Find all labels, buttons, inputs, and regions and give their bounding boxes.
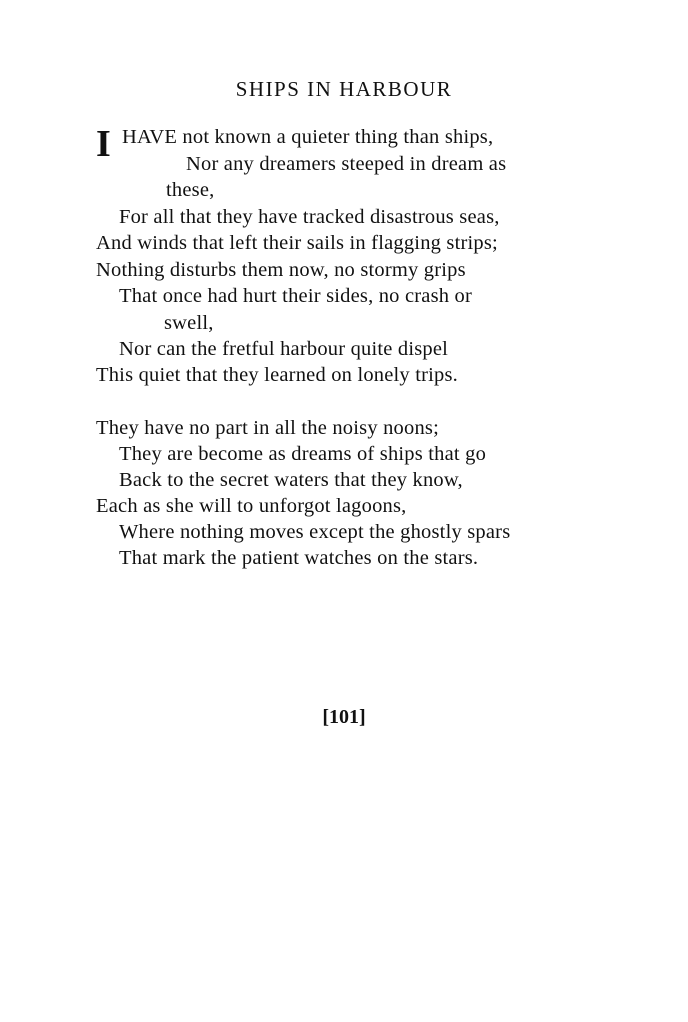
poem-line: They have no part in all the noisy noons; xyxy=(96,417,439,439)
poem-line: That once had hurt their sides, no crash or xyxy=(119,285,473,307)
poem-line: Nor any dreamers steeped in dream as xyxy=(186,153,507,175)
poem-line: Where nothing moves except the ghostly spars xyxy=(119,521,511,543)
poem-line: HAVE not known a quieter thing than ships, xyxy=(122,126,494,148)
poem-line: This quiet that they learned on lonely trips. xyxy=(96,364,458,386)
drop-cap: I xyxy=(96,123,111,165)
poem-line: these, xyxy=(166,179,215,201)
poem-line: That mark the patient watches on the stars. xyxy=(119,547,479,569)
page-number: [101] xyxy=(322,706,366,728)
poem-line: Nor can the fretful harbour quite dispel xyxy=(119,338,449,360)
poem-title: SHIPS IN HARBOUR xyxy=(235,77,453,101)
poem-line: swell, xyxy=(164,312,214,334)
poem-line: For all that they have tracked disastrous seas, xyxy=(119,206,500,228)
poem-line: Nothing disturbs them now, no stormy grips xyxy=(96,259,466,281)
poem-line: And winds that left their sails in flagging strips; xyxy=(96,232,498,254)
poem-line: Back to the secret waters that they know, xyxy=(119,469,463,491)
poem-line: Each as she will to unforgot lagoons, xyxy=(96,495,407,517)
poem-line: They are become as dreams of ships that go xyxy=(119,443,487,465)
